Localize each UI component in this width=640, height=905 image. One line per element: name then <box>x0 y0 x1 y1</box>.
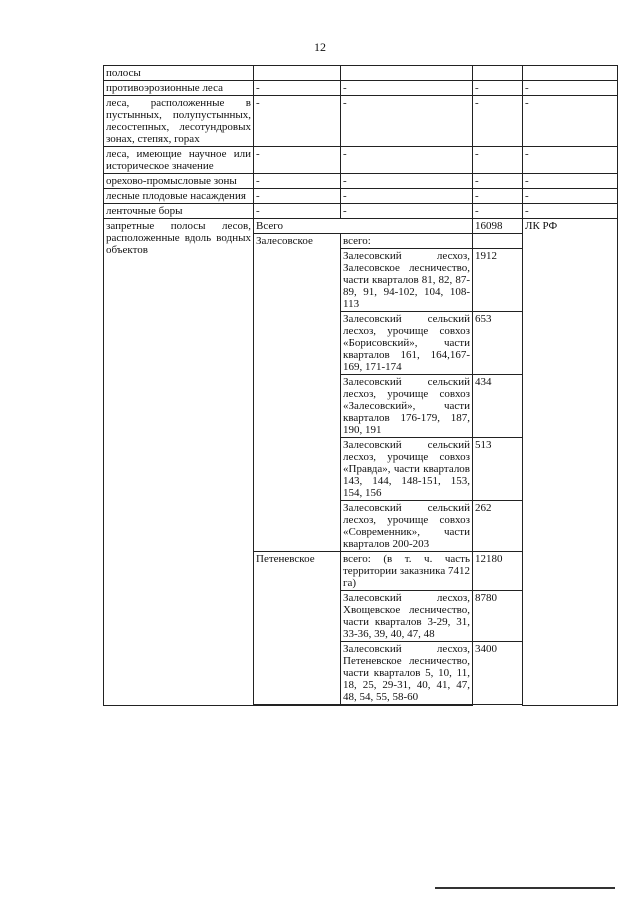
area-value-cell: 262 <box>473 501 523 552</box>
table-row <box>104 66 618 81</box>
note-cell: ЛК РФ <box>523 219 618 706</box>
category-cell: ленточные боры <box>104 204 254 219</box>
dash-cell: - <box>341 81 473 96</box>
table-row <box>104 219 618 234</box>
empty-cell <box>341 66 473 81</box>
area-value-cell: 8780 <box>473 591 523 642</box>
table-row <box>104 81 618 96</box>
dash-cell: - <box>341 204 473 219</box>
table-row <box>104 174 618 189</box>
area-value-cell: 653 <box>473 312 523 375</box>
dash-cell: - <box>523 189 618 204</box>
forestry-name-cell: Петеневское <box>254 552 341 705</box>
dash-cell: - <box>523 147 618 174</box>
subtotal-label-cell: всего: (в т. ч. часть территории заказника 7412 га) <box>341 552 473 591</box>
category-cell: орехово-промысловые зоны <box>104 174 254 189</box>
area-value-cell: 1912 <box>473 249 523 312</box>
plot-description-cell: Залесовский сельский лесхоз, урочище совхоз «Борисовский», части кварталов 161, 164,167-169, 171-174 <box>341 312 473 375</box>
empty-cell <box>254 66 341 81</box>
area-value-cell: 513 <box>473 438 523 501</box>
dash-cell: - <box>473 96 523 147</box>
dash-cell: - <box>473 81 523 96</box>
empty-cell <box>523 66 618 81</box>
plot-description-cell: Залесовский сельский лесхоз, урочище совхоз «Залесовский», части кварталов 176-179, 187, 190, 191 <box>341 375 473 438</box>
footer-rule <box>435 887 615 889</box>
plot-description-cell: Залесовский сельский лесхоз, урочище совхоз «Правда», части кварталов 143, 144, 148-151, 153, 154, 156 <box>341 438 473 501</box>
dash-cell: - <box>523 81 618 96</box>
dash-cell: - <box>523 174 618 189</box>
category-cell: леса, расположенные в пустынных, полупустынных, лесостепных, лесотундровых зонах, степях, горах <box>104 96 254 147</box>
dash-cell: - <box>341 147 473 174</box>
area-value-cell: 434 <box>473 375 523 438</box>
forestry-name-cell: Залесовское <box>254 234 341 552</box>
category-cell: полосы <box>104 66 254 81</box>
dash-cell: - <box>254 147 341 174</box>
dash-cell: - <box>254 204 341 219</box>
table-row <box>104 147 618 174</box>
plot-description-cell: Залесовский лесхоз, Залесовское лесничество, части кварталов 81, 82, 87-89, 91, 94-102, 104, 108-113 <box>341 249 473 312</box>
dash-cell: - <box>473 147 523 174</box>
dash-cell: - <box>254 96 341 147</box>
category-cell: противоэрозионные леса <box>104 81 254 96</box>
table-row <box>104 204 618 219</box>
dash-cell: - <box>523 204 618 219</box>
dash-cell: - <box>473 204 523 219</box>
table-row <box>104 96 618 147</box>
empty-cell <box>473 234 523 249</box>
dash-cell: - <box>254 189 341 204</box>
page-number: 12 <box>314 40 326 54</box>
dash-cell: - <box>473 174 523 189</box>
dash-cell: - <box>473 189 523 204</box>
plot-description-cell: Залесовский лесхоз, Хвощевское лесничество, части кварталов 3-29, 31, 33-36, 39, 40, 47, 48 <box>341 591 473 642</box>
subtotal-label-cell: всего: <box>341 234 473 249</box>
total-label-cell: Всего <box>254 219 473 234</box>
plot-description-cell: Залесовский лесхоз, Петеневское лесничество, части кварталов 5, 10, 11, 18, 25, 29-31, 40, 41, 47, 48, 54, 55, 58-60 <box>341 642 473 705</box>
dash-cell: - <box>254 81 341 96</box>
empty-cell <box>254 705 473 706</box>
forest-category-table <box>103 65 618 706</box>
total-value-cell: 16098 <box>473 219 523 234</box>
dash-cell: - <box>523 96 618 147</box>
category-cell: леса, имеющие научное или историческое значение <box>104 147 254 174</box>
dash-cell: - <box>254 174 341 189</box>
category-cell: лесные плодовые насаждения <box>104 189 254 204</box>
empty-cell <box>473 66 523 81</box>
dash-cell: - <box>341 189 473 204</box>
dash-cell: - <box>341 174 473 189</box>
area-value-cell: 3400 <box>473 642 523 705</box>
subtotal-value-cell: 12180 <box>473 552 523 591</box>
table-row <box>104 189 618 204</box>
plot-description-cell: Залесовский сельский лесхоз, урочище совхоз «Современник», части кварталов 200-203 <box>341 501 473 552</box>
dash-cell: - <box>341 96 473 147</box>
category-cell: запретные полосы лесов, расположенные вдоль водных объектов <box>104 219 254 706</box>
